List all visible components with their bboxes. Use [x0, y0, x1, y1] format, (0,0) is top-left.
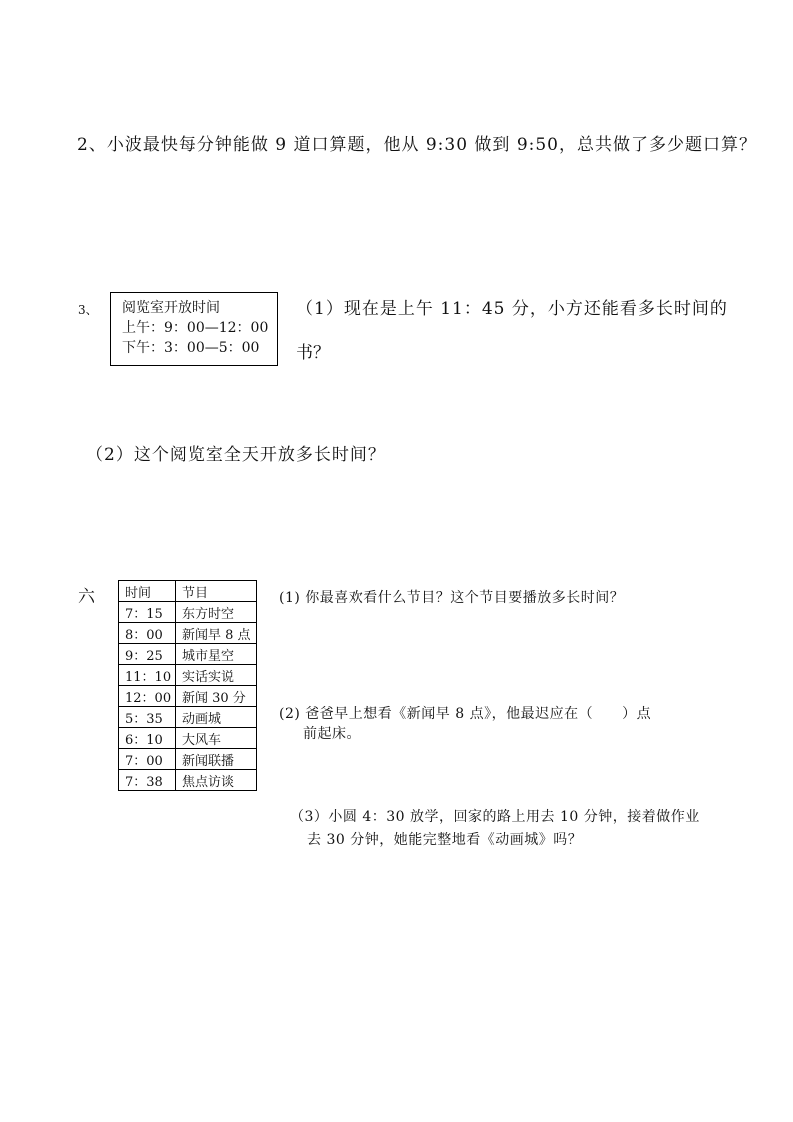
table-row [119, 623, 257, 644]
table-row [119, 602, 257, 623]
table-cell-time: 7：38 [119, 770, 176, 791]
table-cell-time: 6：10 [119, 728, 176, 749]
question-6-sub2-line1: (2) 爸爸早上想看《新闻早 8 点》，他最迟应在（ ）点 [279, 706, 652, 722]
table-cell-program: 动画城 [176, 707, 257, 728]
table-cell-time: 7：15 [119, 602, 176, 623]
table-row [119, 686, 257, 707]
hours-box-morning: 上午：9：00—12：00 [122, 320, 269, 336]
table-cell-program: 城市星空 [176, 644, 257, 665]
reading-room-hours-box [110, 292, 278, 366]
question-2: 2、小波最快每分钟能做 9 道口算题，他从 9:30 做到 9:50，总共做了多少题口算？ [77, 135, 758, 155]
table-row [119, 728, 257, 749]
table-cell-time: 5：35 [119, 707, 176, 728]
question-6-sub2-line2: 前起床。 [303, 726, 361, 742]
table-row [119, 665, 257, 686]
table-cell-program: 焦点访谈 [176, 770, 257, 791]
question-3-sub1-line1: （1）现在是上午 11：45 分，小方还能看多长时间的 [296, 299, 728, 319]
question-3-sub1-line2: 书？ [296, 343, 330, 363]
table-cell-program: 东方时空 [176, 602, 257, 623]
table-cell-time: 9：25 [119, 644, 176, 665]
table-cell-program: 新闻联播 [176, 749, 257, 770]
table-header-program: 节目 [176, 581, 257, 602]
question-6-sub3-line1: （3）小圆 4：30 放学，回家的路上用去 10 分钟，接着做作业 [290, 809, 700, 825]
question-3-number: 3、 [78, 303, 98, 317]
table-row [119, 770, 257, 791]
table-cell-program: 实话实说 [176, 665, 257, 686]
table-cell-time: 11：10 [119, 665, 176, 686]
table-cell-time: 8：00 [119, 623, 176, 644]
question-3-sub2: （2）这个阅览室全天开放多长时间？ [86, 445, 386, 465]
table-row [119, 707, 257, 728]
question-6-sub3-line2: 去 30 分钟，她能完整地看《动画城》吗？ [307, 832, 583, 848]
hours-box-title: 阅览室开放时间 [122, 300, 220, 316]
table-header-row [119, 581, 257, 602]
tv-schedule-table [118, 580, 257, 791]
table-row [119, 644, 257, 665]
table-row [119, 749, 257, 770]
question-6-sub1: (1) 你最喜欢看什么节目？这个节目要播放多长时间？ [279, 590, 625, 606]
table-cell-program: 新闻早 8 点 [176, 623, 257, 644]
table-cell-time: 12：00 [119, 686, 176, 707]
table-cell-program: 大风车 [176, 728, 257, 749]
table-header-time: 时间 [119, 581, 176, 602]
question-6-number: 六 [78, 587, 95, 607]
table-cell-time: 7：00 [119, 749, 176, 770]
hours-box-afternoon: 下午：3：00—5：00 [122, 340, 260, 356]
table-cell-program: 新闻 30 分 [176, 686, 257, 707]
